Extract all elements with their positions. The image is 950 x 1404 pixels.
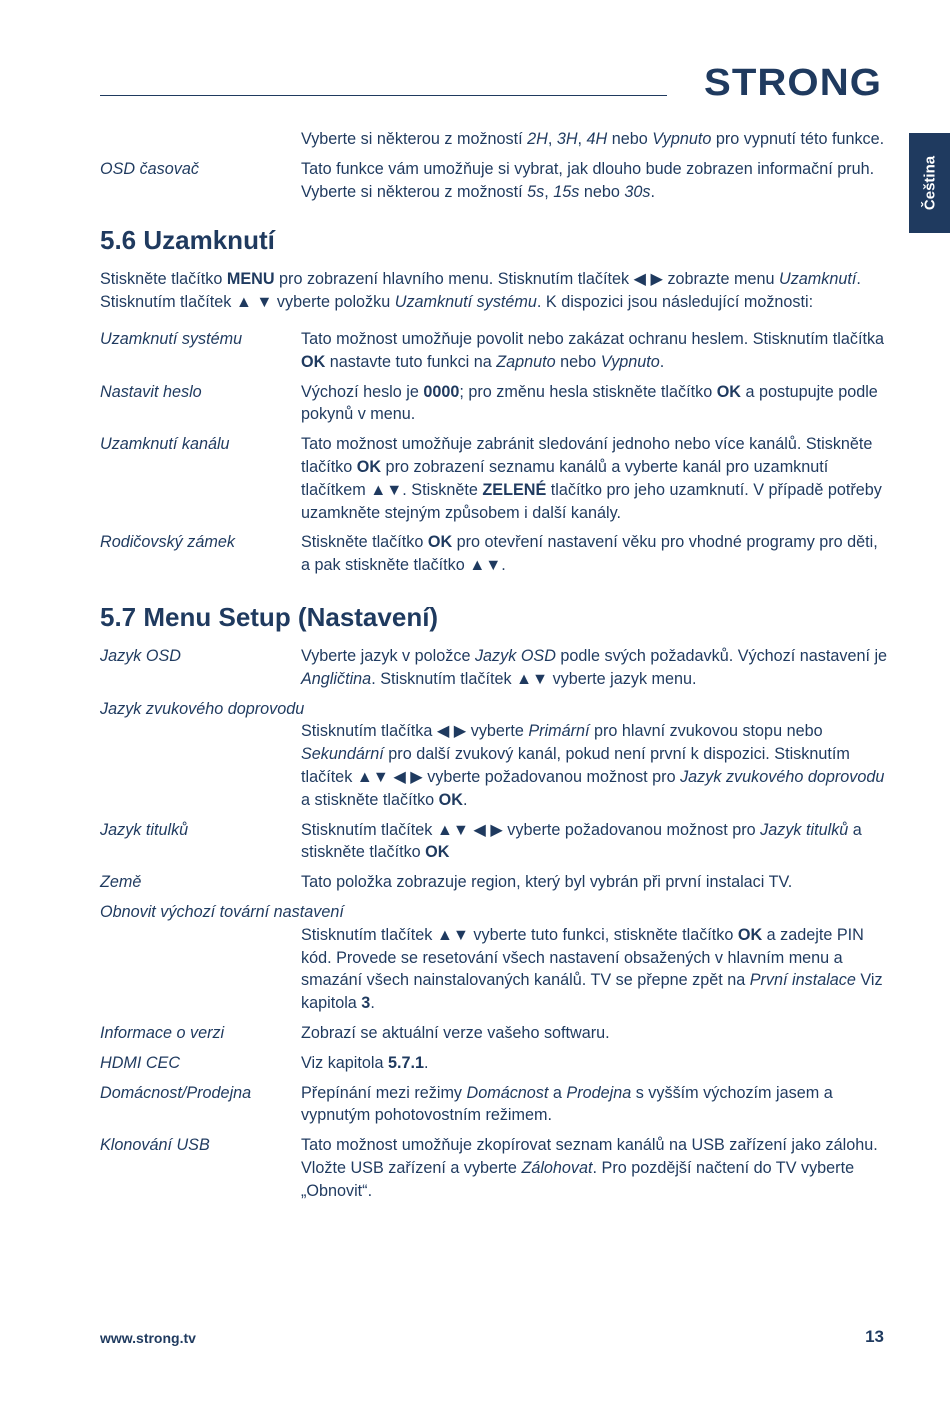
- definition-row: [100, 381, 890, 427]
- definition-row: [100, 819, 890, 865]
- definition-description: Stisknutím tlačítek ▲▼ vyberte tuto funkci, stiskněte tlačítko OK a zadejte PIN kód. Provede se resetování všech nastavení obsažených v hlavním menu a smazání všech nainstalovaných kanálů. TV se přepne zpět na První instalace Viz kapitola 3.: [301, 925, 883, 1013]
- definition-description: Stisknutím tlačítek ▲▼ ◀ ▶ vyberte požadovanou možnost pro Jazyk titulků a stiskněte tlačítko OK: [301, 820, 862, 862]
- definition-row: [100, 531, 890, 577]
- page-number: 13: [865, 1327, 884, 1346]
- definition-description: Tato položka zobrazuje region, který byl vybrán při první instalaci TV.: [301, 873, 793, 892]
- definition-description: Zobrazí se aktuální verze vašeho softwaru.: [301, 1023, 610, 1042]
- section-5-7-definition-list: [100, 645, 890, 1203]
- definition-description: Stisknutím tlačítka ◀ ▶ vyberte Primární pro hlavní zvukovou stopu nebo Sekundární pro další zvukový kanál, pokud není první k dispozici. Stisknutím tlačítek ▲▼ ◀ ▶ vyberte požadovanou možnost pro Jazyk zvukového doprovodu a stiskněte tlačítko OK.: [301, 722, 885, 809]
- definition-term: Nastavit heslo: [100, 382, 202, 401]
- section-5-7-title: 5.7 Menu Setup (Nastavení): [100, 601, 439, 632]
- language-tab: [909, 133, 950, 233]
- definition-row: [100, 158, 890, 204]
- definition-term: Jazyk titulků: [100, 820, 189, 839]
- main-content: [100, 128, 890, 1209]
- footer-url: www.strong.tv: [100, 1330, 196, 1346]
- definition-description: Tato možnost umožňuje povolit nebo zakázat ochranu heslem. Stisknutím tlačítka OK nastavte tuto funkci na Zapnuto nebo Vypnuto.: [301, 329, 885, 371]
- language-tab-label: Čeština: [921, 155, 938, 211]
- definition-term: Uzamknutí kanálu: [100, 435, 230, 454]
- definition-row: [100, 433, 890, 524]
- definition-description: Tato možnost umožňuje zkopírovat seznam kanálů na USB zařízení jako zálohu. Vložte USB zařízení a vyberte Zálohovat. Pro pozdější načtení do TV vyberte „Obnovit“.: [301, 1136, 878, 1200]
- definition-row: [100, 1082, 890, 1128]
- top-definition-list: [100, 128, 890, 203]
- definition-description: Tato možnost umožňuje zabránit sledování jednoho nebo více kanálů. Stiskněte tlačítko OK pro zobrazení seznamu kanálů a vyberte kanál pro uzamknutí tlačítkem ▲▼. Stiskněte ZELENÉ tlačítko pro jeho uzamknutí. V případě potřeby uzamkněte stejným způsobem i další kanály.: [301, 435, 882, 522]
- definition-term: Obnovit výchozí tovární nastavení: [100, 902, 344, 921]
- brand-text: STRONG: [704, 62, 882, 100]
- definition-row: [100, 1134, 890, 1202]
- section-5-6-definition-list: [100, 328, 890, 577]
- section-5-6-title: 5.6 Uzamknutí: [100, 225, 275, 256]
- header-rule: [100, 95, 667, 96]
- definition-description: Viz kapitola 5.7.1.: [301, 1053, 429, 1072]
- section-5-6-intro: Stiskněte tlačítko MENU pro zobrazení hlavního menu. Stisknutím tlačítek ◀ ▶ zobrazte menu Uzamknutí. Stisknutím tlačítek ▲ ▼ vyberte položku Uzamknutí systému. K dispozici jsou následující možnosti:: [100, 270, 861, 312]
- definition-term: Rodičovský zámek: [100, 533, 235, 552]
- definition-term: Klonování USB: [100, 1136, 210, 1155]
- definition-term: [100, 128, 301, 151]
- definition-description: Přepínání mezi režimy Domácnost a Prodejna s vyšším výchozím jasem a vypnutým pohotovostním režimem.: [301, 1083, 833, 1125]
- strong-logo: [704, 62, 884, 105]
- definition-term: OSD časovač: [100, 159, 199, 178]
- definition-row: [100, 328, 890, 374]
- definition-term: HDMI CEC: [100, 1053, 181, 1072]
- definition-description: Vyberte si některou z možností 2H, 3H, 4H nebo Vypnuto pro vypnutí této funkce.: [301, 130, 885, 148]
- definition-term: Jazyk zvukového doprovodu: [100, 699, 305, 718]
- definition-term: Jazyk OSD: [100, 646, 181, 665]
- definition-row: [100, 1052, 890, 1075]
- definition-term: Země: [100, 873, 142, 892]
- definition-term: Domácnost/Prodejna: [100, 1083, 252, 1102]
- definition-row: [100, 871, 890, 894]
- definition-row: [100, 645, 890, 691]
- definition-description: Vyberte jazyk v položce Jazyk OSD podle svých požadavků. Výchozí nastavení je Angličtina. Stisknutím tlačítek ▲▼ vyberte jazyk menu.: [301, 646, 888, 688]
- definition-description: Výchozí heslo je 0000; pro změnu hesla stiskněte tlačítko OK a postupujte podle pokynů v menu.: [301, 382, 878, 424]
- definition-row: [100, 1022, 890, 1045]
- definition-description: Tato funkce vám umožňuje si vybrat, jak dlouho bude zobrazen informační pruh. Vyberte si některou z možností 5s, 15s nebo 30s.: [301, 159, 875, 201]
- definition-description: Stiskněte tlačítko OK pro otevření nastavení věku pro vhodné programy pro děti, a pak stiskněte tlačítko ▲▼.: [301, 533, 878, 575]
- definition-term: Informace o verzi: [100, 1023, 225, 1042]
- definition-term: Uzamknutí systému: [100, 329, 243, 348]
- definition-row: [100, 128, 890, 151]
